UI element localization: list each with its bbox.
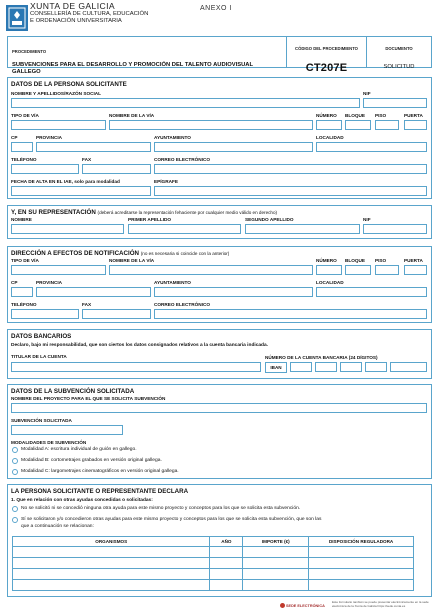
notif-council-field[interactable] (154, 287, 313, 297)
table-header-row (13, 537, 414, 547)
field-label: AYUNTAMIENTO (154, 135, 191, 140)
iae-date-field[interactable] (11, 186, 151, 196)
council-field[interactable] (154, 142, 313, 152)
declaration-item1: 1. Que en relación con otras ayudas concedidas o solicitadas: (11, 498, 153, 503)
field-label: NIF (363, 217, 371, 222)
org-line3: E ORDENACIÓN UNIVERSITARIA (30, 18, 122, 24)
table-cell[interactable] (210, 580, 243, 591)
table-cell[interactable] (309, 547, 414, 558)
no-other-aid-radio[interactable] (12, 506, 18, 512)
org-line2: CONSELLERÍA DE CULTURA, EDUCACIÓN (30, 10, 149, 17)
notif-floor-field[interactable] (375, 265, 399, 275)
field-label: PUERTA (404, 258, 423, 263)
bank-code-field[interactable] (315, 362, 337, 372)
document-type: SOLICITUD (383, 64, 415, 70)
field-label: NOMBRE (11, 217, 32, 222)
section-title-text: DIRECCIÓN A EFECTOS DE NOTIFICACIÓN (11, 250, 139, 257)
section-note: (no es necesaria si coincide con la anterior) (140, 251, 230, 256)
field-label: TELÉFONO (11, 302, 37, 307)
field-label: NOMBRE DE LA VÍA (109, 113, 155, 118)
table-cell[interactable] (243, 558, 309, 569)
column-header: IMPORTE (€) (243, 537, 309, 547)
field-label: PISO (375, 258, 387, 263)
section-title (11, 209, 277, 216)
section-note: (deberá acreditarse la representación fehaciente por cualquier medio válido en derecho) (97, 210, 278, 215)
footer-note: Este formulario también se puede presentar electrónicamente en la sede electrónica de la Xunta de Galicia https://sede.xunta.es (332, 600, 429, 608)
notification-section (7, 246, 432, 323)
procedure-title: SUBVENCIONES PARA EL DESARROLLO Y PROMOCIÓN DEL TALENTO AUDIOVISUAL GALLEGO (12, 62, 253, 75)
epigraph-field[interactable] (154, 186, 427, 196)
column-header: ORGANISMOS (13, 537, 210, 547)
aid-table (12, 536, 414, 591)
section-title (11, 250, 229, 257)
notif-locality-field[interactable] (316, 287, 427, 297)
fax-field[interactable] (82, 164, 151, 174)
field-label: NIF (363, 91, 371, 96)
field-label: CORREO ELECTRÓNICO (154, 157, 210, 162)
table-row (13, 547, 414, 558)
field-label: NÚMERO (316, 258, 337, 263)
modality-a-label: Modalidad A: escritura individual de guión en gallego. (21, 447, 137, 452)
org-line1: XUNTA DE GALICIA (30, 1, 116, 11)
section-title-text: Y, EN SU REPRESENTACIÓN (11, 209, 96, 216)
table-cell[interactable] (309, 558, 414, 569)
table-cell[interactable] (243, 569, 309, 580)
field-label: FAX (82, 302, 92, 307)
xunta-logo-icon (6, 5, 28, 31)
notif-via-name-field[interactable] (109, 265, 313, 275)
procedure-label: PROCEDIMENTO (12, 49, 47, 54)
field-label: EPÍGRAFE (154, 179, 178, 184)
field-label: BLOQUE (345, 258, 366, 263)
field-label: TIPO DE VÍA (11, 258, 39, 263)
table-cell[interactable] (309, 580, 414, 591)
iban-digits-field[interactable] (290, 362, 312, 372)
procedure-code-label: CÓDIGO DEL PROCEDIMIENTO (295, 46, 358, 51)
field-label: SUBVENCIÓN SOLICITADA (11, 418, 72, 423)
notif-email-field[interactable] (154, 309, 427, 319)
table-cell[interactable] (243, 580, 309, 591)
organization-name (30, 3, 148, 26)
modality-a-radio[interactable] (12, 447, 18, 453)
column-header: DISPOSICIÓN REGULADORA (309, 537, 414, 547)
annex-label: ANEXO I (200, 5, 232, 12)
document-label: DOCUMENTO (385, 46, 413, 51)
column-header: AÑO (210, 537, 243, 547)
notif-number-field[interactable] (316, 265, 342, 275)
other-aid-radio[interactable] (12, 517, 18, 523)
door-field[interactable] (404, 120, 427, 130)
modality-c-radio[interactable] (12, 469, 18, 475)
field-label: NOMBRE DE LA VÍA (109, 258, 155, 263)
table-cell[interactable] (13, 580, 210, 591)
field-label: LOCALIDAD (316, 135, 344, 140)
field-label: PROVINCIA (36, 135, 63, 140)
sede-label: SEDE ELECTRÓNICA (286, 604, 325, 608)
field-label: BLOQUE (345, 113, 366, 118)
field-label: NÚMERO (316, 113, 337, 118)
bank-section (7, 329, 432, 379)
representation-section (7, 205, 432, 239)
iban-label: IBAN (265, 362, 287, 373)
field-label: CORREO ELECTRÓNICO (154, 302, 210, 307)
locality-field[interactable] (316, 142, 427, 152)
table-cell[interactable] (13, 569, 210, 580)
via-name-field[interactable] (109, 120, 313, 130)
field-label: NÚMERO DE LA CUENTA BANCARIA (24 DÍGITOS) (265, 355, 378, 360)
field-label: PRIMER APELLIDO (128, 217, 172, 222)
field-label: FECHA DE ALTA EN EL IAE, solo para modalidad (11, 179, 120, 184)
procedure-header (7, 36, 432, 75)
other-aid-label: Sí se solicitaron y/o concedieron otras ayudas para este mismo proyecto y conceptos para los que se solicita esta subvención, que son las (21, 517, 322, 522)
table-row (13, 558, 414, 569)
section-title: DATOS DE LA PERSONA SOLICITANTE (11, 81, 127, 88)
field-label: NOMBRE DEL PROYECTO PARA EL QUE SE SOLICITA SUBVENCIÓN (11, 396, 166, 401)
applicant-section (7, 77, 432, 199)
project-name-field[interactable] (11, 403, 427, 413)
via-type-field[interactable] (11, 120, 106, 130)
field-label: NOMBRE Y APELLIDOS/RAZÓN SOCIAL (11, 91, 102, 96)
section-title: LA PERSONA SOLICITANTE O REPRESENTANTE DECLARA (11, 488, 189, 495)
no-other-aid-label: No se solicitó ni se concedió ninguna otra ayuda para este mismo proyecto y conceptos para los que se solicita esta subvención. (21, 506, 301, 511)
control-digit-field[interactable] (365, 362, 387, 372)
block-field[interactable] (345, 120, 371, 130)
table-cell[interactable] (210, 547, 243, 558)
field-label: LOCALIDAD (316, 280, 344, 285)
rep-surname1-field[interactable] (128, 224, 241, 234)
notif-phone-field[interactable] (11, 309, 79, 319)
rep-name-field[interactable] (11, 224, 124, 234)
procedure-code: CT207E (305, 62, 348, 74)
phone-field[interactable] (11, 164, 79, 174)
notif-province-field[interactable] (36, 287, 151, 297)
modality-b-radio[interactable] (12, 458, 18, 464)
notif-via-type-field[interactable] (11, 265, 106, 275)
email-field[interactable] (154, 164, 427, 174)
branch-code-field[interactable] (340, 362, 362, 372)
field-label: CP (11, 280, 18, 285)
field-label: TELÉFONO (11, 157, 37, 162)
notif-door-field[interactable] (404, 265, 427, 275)
account-holder-field[interactable] (11, 362, 261, 372)
table-row (13, 569, 414, 580)
table-cell[interactable] (13, 547, 210, 558)
table-cell[interactable] (243, 547, 309, 558)
field-label: CP (11, 135, 18, 140)
notif-fax-field[interactable] (82, 309, 151, 319)
section-title: DATOS DE LA SUBVENCIÓN SOLICITADA (11, 388, 135, 395)
subsidy-amount-field[interactable] (11, 425, 123, 435)
field-label: FAX (82, 157, 92, 162)
notif-cp-field[interactable] (11, 287, 33, 297)
province-field[interactable] (36, 142, 151, 152)
floor-field[interactable] (375, 120, 399, 130)
other-aid-label-cont: que a continuación se relacionan: (21, 524, 94, 529)
modality-c-label: Modalidad C: largometrajes cinematográficos en versión original gallega. (21, 469, 179, 474)
notif-block-field[interactable] (345, 265, 371, 275)
field-label: TIPO DE VÍA (11, 113, 39, 118)
modality-b-label: Modalidad B: cortometrajes grabados en versión original gallega. (21, 458, 162, 463)
cp-field[interactable] (11, 142, 33, 152)
field-label: PISO (375, 113, 387, 118)
field-label: TITULAR DE LA CUENTA (11, 354, 67, 359)
applicant-nif-field[interactable] (363, 98, 427, 108)
field-label: SEGUNDO APELLIDO (245, 217, 294, 222)
rep-surname2-field[interactable] (245, 224, 360, 234)
field-label: PUERTA (404, 113, 423, 118)
table-cell[interactable] (13, 558, 210, 569)
bank-declaration: Declaro, bajo mi responsabilidad, que son ciertos los datos consignados relativos a la cuenta bancaria indicada. (11, 343, 268, 348)
table-cell[interactable] (210, 569, 243, 580)
table-cell[interactable] (309, 569, 414, 580)
rep-nif-field[interactable] (363, 224, 427, 234)
field-label: MODALIDADES DE SUBVENCIÓN (11, 440, 87, 445)
table-cell[interactable] (210, 558, 243, 569)
subsidy-section (7, 384, 432, 479)
applicant-name-field[interactable] (11, 98, 360, 108)
account-number-field[interactable] (390, 362, 427, 372)
table-row (13, 580, 414, 591)
field-label: AYUNTAMIENTO (154, 280, 191, 285)
section-title: DATOS BANCARIOS (11, 333, 72, 340)
number-field[interactable] (316, 120, 342, 130)
field-label: PROVINCIA (36, 280, 63, 285)
sede-icon (280, 603, 285, 608)
